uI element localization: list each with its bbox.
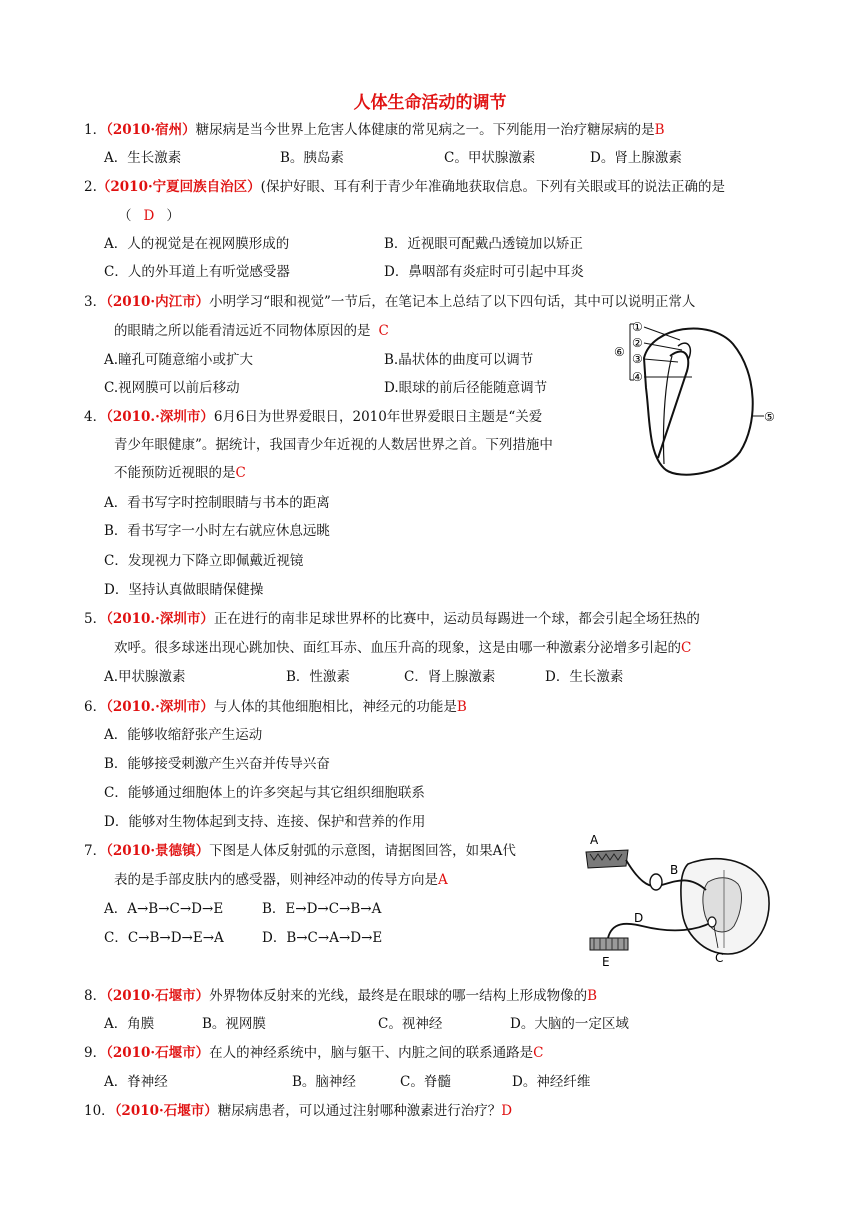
q7-option-d: D．B→C→A→D→E — [262, 930, 383, 946]
question-3 — [84, 292, 695, 312]
q9-option-b: B。脑神经 — [292, 1074, 356, 1090]
q9-stem: 在人的神经系统中，脑与躯干、内脏之间的联系通路是 — [209, 1045, 534, 1061]
seed-label-3: ③ — [632, 352, 643, 366]
question-6 — [84, 697, 467, 717]
q7-number: 7． — [84, 843, 107, 859]
q4-option-c: C．发现视力下降立即佩戴近视镜 — [104, 553, 304, 569]
q1-option-c: C。甲状腺激素 — [444, 150, 536, 166]
question-8 — [84, 986, 597, 1006]
embryo-radicle — [658, 351, 688, 458]
q4-option-a: A．看书写字时控制眼睛与书本的距离 — [104, 495, 330, 511]
q3-number: 3． — [84, 294, 107, 310]
reflex-label-c: C — [715, 951, 724, 965]
q9-option-d: D。神经纤维 — [512, 1074, 591, 1090]
q5-stem-1: 正在进行的南非足球世界杯的比赛中，运动员每踢进一个球，都会引起全场狂热的 — [213, 611, 700, 627]
seed-label-1: ① — [632, 320, 643, 334]
q7-option-b: B．E→D→C→B→A — [262, 901, 382, 917]
seed-label-6: ⑥ — [614, 345, 625, 359]
skin-receptor-a — [586, 850, 628, 868]
q4-option-b: B．看书写字一小时左右就应休息远眺 — [104, 523, 330, 539]
q2-paren-open: （ — [118, 208, 132, 224]
q8-option-a: A．角膜 — [104, 1016, 155, 1032]
q8-option-d: D。大脑的一定区域 — [510, 1016, 629, 1032]
q8-option-c: C。视神经 — [378, 1016, 443, 1032]
reflex-arc-diagram — [578, 830, 778, 970]
q10-stem: 糖尿病患者，可以通过注射哪种激素进行治疗？ — [217, 1103, 502, 1119]
question-1 — [84, 120, 665, 140]
effector-e — [590, 938, 628, 950]
q8-stem: 外界物体反射来的光线，最终是在眼球的哪一结构上形成物像的 — [209, 988, 588, 1004]
q2-option-b: B．近视眼可配戴凸透镜加以矫正 — [384, 236, 583, 252]
q5-option-d: D．生长激素 — [545, 669, 624, 685]
q6-option-a: A．能够收缩舒张产生运动 — [104, 727, 263, 743]
q6-number: 6． — [84, 699, 107, 715]
question-4 — [84, 407, 542, 427]
q6-option-d: D．能够对生物体起到支持、连接、保护和营养的作用 — [104, 814, 426, 830]
leader-1 — [644, 327, 680, 340]
q7-option-a: A．A→B→C→D→E — [104, 901, 224, 917]
q6-option-c: C．能够通过细胞体上的许多突起与其它组织细胞联系 — [104, 785, 425, 801]
q2-number: 2. — [84, 179, 97, 195]
q1-answer: B — [654, 122, 665, 138]
q6-answer: B — [456, 699, 467, 715]
q5-number: 5． — [84, 611, 107, 627]
q4-option-d: D．坚持认真做眼睛保健操 — [104, 582, 264, 598]
q10-source: （2010·石堰市） — [114, 1103, 218, 1119]
q2-option-d: D．鼻咽部有炎症时可引起中耳炎 — [384, 264, 584, 280]
q7-line-2 — [114, 870, 448, 890]
q5-stem-2: 欢呼。很多球迷出现心跳加快、面红耳赤、血压升高的现象，这是由哪一种激素分泌增多引起的 — [114, 640, 681, 656]
q9-option-c: C。脊髓 — [400, 1074, 451, 1090]
q4-line-3 — [114, 463, 246, 483]
question-9 — [84, 1043, 543, 1063]
document-title: 人体生命活动的调节 — [353, 93, 507, 113]
question-10 — [84, 1101, 512, 1121]
q4-stem-2: 青少年眼健康”。据统计，我国青少年近视的人数居世界之首。下列措施中 — [114, 437, 553, 453]
q4-stem-1: 6月6日为世界爱眼日，2010年世界爱眼日主题是“关爱 — [213, 409, 543, 425]
q4-source: （2010.·深圳市） — [106, 409, 214, 425]
q6-option-b: B．能够接受刺激产生兴奋并传导兴奋 — [104, 756, 330, 772]
q1-option-b: B。胰岛素 — [280, 150, 344, 166]
q2-option-a: A．人的视觉是在视网膜形成的 — [104, 236, 290, 252]
ganglion-b — [650, 874, 662, 890]
seed-label-2: ② — [632, 336, 643, 350]
cotyledon-line — [663, 356, 672, 464]
q3-stem-1: 小明学习“眼和视觉”一节后，在笔记本上总结了以下四句话，其中可以说明正常人 — [209, 294, 696, 310]
reflex-label-e: E — [602, 955, 610, 969]
q4-stem-3: 不能预防近视眼的是 — [114, 465, 236, 481]
q1-source: （2010·宿州） — [106, 122, 196, 138]
q9-number: 9． — [84, 1045, 107, 1061]
q1-option-d: D。肾上腺激素 — [590, 150, 682, 166]
q9-option-a: A．脊神经 — [104, 1074, 168, 1090]
reflex-label-a: A — [590, 833, 599, 847]
q8-option-b: B。视网膜 — [202, 1016, 266, 1032]
question-2 — [84, 177, 725, 197]
q4-number: 4． — [84, 409, 107, 425]
q5-answer: C — [681, 640, 692, 656]
seed-diagram — [608, 318, 778, 480]
q8-answer: B — [587, 988, 598, 1004]
reflex-label-d: D — [634, 911, 644, 925]
q2-source: （2010·宁夏回族自治区） — [96, 179, 261, 195]
q1-number: 1． — [84, 122, 107, 138]
q9-source: （2010·石堰市） — [106, 1045, 210, 1061]
q7-answer: A — [438, 872, 448, 888]
q2-answer-line — [118, 206, 180, 226]
q10-number: 10． — [84, 1103, 115, 1119]
q6-stem: 与人体的其他细胞相比，神经元的功能是 — [213, 699, 457, 715]
q5-source: （2010.·深圳市） — [106, 611, 214, 627]
seed-label-4: ④ — [632, 370, 643, 384]
q10-answer: D — [501, 1103, 513, 1119]
seed-label-5: ⑤ — [764, 410, 775, 424]
q5-line-2 — [114, 638, 691, 658]
q2-stem: (保护好眼、耳有利于青少年准确地获取信息。下列有关眼或耳的说法正确的是 — [260, 179, 725, 195]
q2-paren-close: ） — [166, 208, 180, 224]
question-5 — [84, 609, 700, 629]
q8-number: 8． — [84, 988, 107, 1004]
q2-option-c: C．人的外耳道上有听觉感受器 — [104, 264, 290, 280]
q3-option-a: A.瞳孔可随意缩小或扩大 — [104, 352, 254, 368]
q1-option-a: A．生长激素 — [104, 150, 182, 166]
reflex-label-b: B — [670, 863, 679, 877]
q8-source: （2010·石堰市） — [106, 988, 210, 1004]
q7-option-c: C．C→B→D→E→A — [104, 930, 224, 946]
q7-stem-2: 表的是手部皮肤内的感受器，则神经冲动的传导方向是 — [114, 872, 438, 888]
q3-line-2 — [114, 321, 389, 341]
q9-answer: C — [533, 1045, 544, 1061]
q3-source: （2010·内江市） — [106, 294, 210, 310]
q3-option-b: B.晶状体的曲度可以调节 — [384, 352, 534, 368]
q3-option-d: D.眼球的前后径能随意调节 — [384, 380, 548, 396]
q5-option-c: C．肾上腺激素 — [404, 669, 496, 685]
q4-answer: C — [235, 465, 246, 481]
q6-source: （2010.·深圳市） — [106, 699, 214, 715]
q5-option-b: B．性激素 — [286, 669, 350, 685]
q3-answer: C — [378, 323, 389, 339]
q5-option-a: A.甲状腺激素 — [104, 669, 186, 685]
question-7 — [84, 841, 516, 861]
q7-stem-1: 下图是人体反射弧的示意图，请据图回答，如果A代 — [209, 843, 516, 859]
q3-stem-2: 的眼睛之所以能看清远近不同物体原因的是 — [114, 323, 371, 339]
q1-stem: 糖尿病是当今世界上危害人体健康的常见病之一。下列能用一治疗糖尿病的是 — [195, 122, 655, 138]
q2-answer: D — [143, 208, 155, 224]
q7-source: （2010·景德镇） — [106, 843, 210, 859]
leader-3 — [644, 359, 678, 362]
q3-option-c: C.视网膜可以前后移动 — [104, 380, 240, 396]
interneuron-c — [708, 917, 716, 927]
